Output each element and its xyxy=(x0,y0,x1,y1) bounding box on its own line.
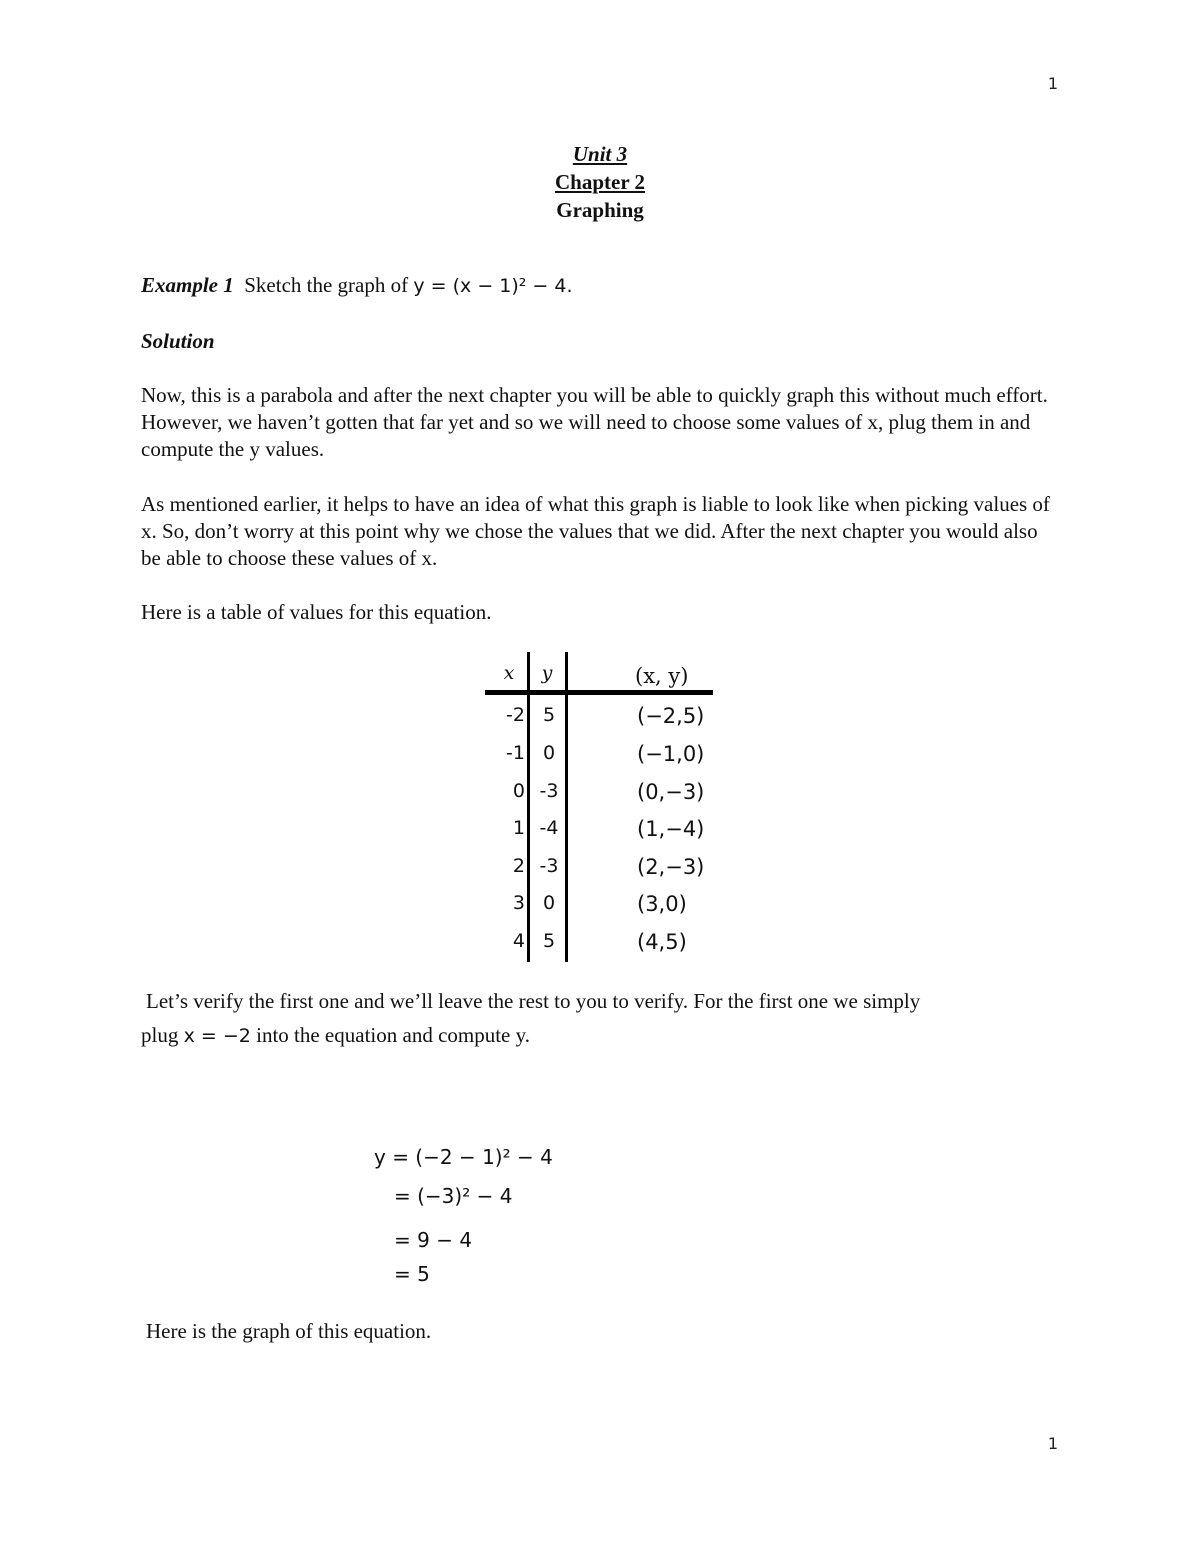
table-cell-y: 0 xyxy=(542,742,556,764)
table-header-rule xyxy=(485,690,713,695)
topic-title: Graphing xyxy=(556,198,644,222)
table-cell-x: 4 xyxy=(512,930,525,952)
work-line-2: = (−3)² − 4 xyxy=(394,1184,513,1208)
paragraph-verify: Let’s verify the first one and we’ll leave the rest to you to verify. For the first one we simply xyxy=(146,989,921,1013)
page-number-top: 1 xyxy=(1047,74,1058,93)
example-statement xyxy=(141,272,1061,300)
example-equation: y = (x − 1)² − 4. xyxy=(413,275,573,297)
page-number-bottom: 1 xyxy=(1047,1434,1058,1453)
table-cell-x: 0 xyxy=(512,780,525,802)
paragraph-table-intro: Here is a table of values for this equation. xyxy=(141,600,492,624)
document-heading xyxy=(0,140,1200,224)
plug-equation: x = −2 xyxy=(183,1025,251,1047)
plug-text-after: into the equation and compute y. xyxy=(256,1023,531,1047)
table-cell-x: 1 xyxy=(512,817,525,839)
paragraph-intro: Now, this is a parabola and after the next chapter you will be able to quickly graph this without much effort. However, we haven’t gotten that far yet and so we will need to choose some values of x, plug them in and compute the y values. xyxy=(141,383,1048,461)
table-divider xyxy=(565,652,568,962)
work-line-3: = 9 − 4 xyxy=(394,1228,473,1252)
example-label: Example 1 xyxy=(141,273,234,297)
table-header-pair: (x, y) xyxy=(635,664,689,688)
table-cell-y: 5 xyxy=(542,930,556,952)
table-cell-pair: (3,0) xyxy=(637,892,687,916)
table-cell-y: -4 xyxy=(539,817,559,839)
table-cell-y: -3 xyxy=(539,855,559,877)
solution-label: Solution xyxy=(141,329,215,353)
table-cell-pair: (4,5) xyxy=(637,930,687,954)
table-cell-pair: (1,−4) xyxy=(637,817,705,841)
paragraph-plug xyxy=(141,1022,1061,1050)
paragraph-graph-intro: Here is the graph of this equation. xyxy=(146,1319,432,1343)
table-cell-x: -1 xyxy=(506,742,525,764)
table-cell-y: 0 xyxy=(542,892,556,914)
table-divider xyxy=(527,652,530,962)
table-cell-x: 2 xyxy=(512,855,525,877)
table-cell-x: -2 xyxy=(506,704,525,726)
values-table xyxy=(485,652,715,964)
example-text: Sketch the graph of xyxy=(244,273,409,297)
table-cell-y: 5 xyxy=(542,704,556,726)
table-cell-x: 3 xyxy=(512,892,525,914)
work-line-4: = 5 xyxy=(394,1262,430,1286)
table-header-x: x xyxy=(503,662,515,684)
table-header-y: y xyxy=(541,662,553,684)
table-cell-pair: (−1,0) xyxy=(637,742,705,766)
work-line-1: y = (−2 − 1)² − 4 xyxy=(374,1145,553,1169)
paragraph-picking-values: As mentioned earlier, it helps to have an idea of what this graph is liable to look like when picking values of x. So, don’t worry at this point why we chose the values that we did. After the next chapter you would also be able to choose these values of x. xyxy=(141,492,1050,570)
plug-text: plug xyxy=(141,1023,179,1047)
unit-title: Unit 3 xyxy=(572,142,628,166)
table-cell-y: -3 xyxy=(539,780,559,802)
table-cell-pair: (−2,5) xyxy=(637,704,705,728)
chapter-title: Chapter 2 xyxy=(554,170,646,194)
table-cell-pair: (0,−3) xyxy=(637,780,705,804)
table-cell-pair: (2,−3) xyxy=(637,855,705,879)
